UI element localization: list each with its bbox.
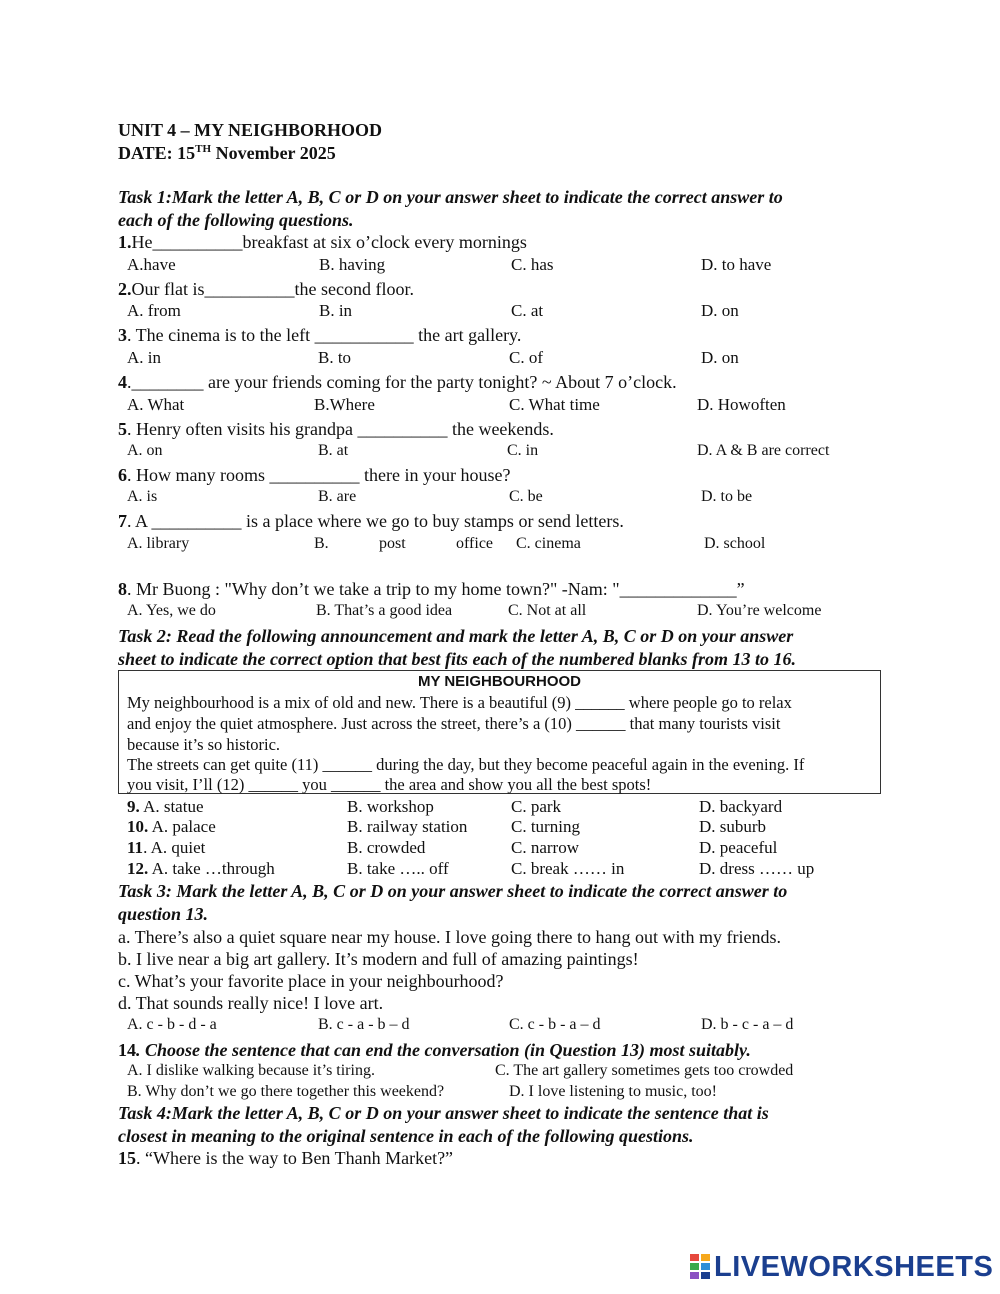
passage-line: because it’s so historic. bbox=[127, 735, 281, 754]
q8-option-d[interactable]: D. You’re welcome bbox=[697, 602, 822, 619]
passage-line: you visit, I’ll (12) ______ you ______ the area and show you all the best spots! bbox=[127, 775, 652, 794]
q10-option-c[interactable]: C. turning bbox=[511, 817, 580, 836]
q13-option-a[interactable]: A. c - b - d - a bbox=[127, 1016, 217, 1033]
q5-option-d[interactable]: D. A & B are correct bbox=[697, 442, 830, 459]
q8-option-a[interactable]: A. Yes, we do bbox=[127, 602, 216, 619]
dialogue-line-b: b. I live near a big art gallery. It’s modern and full of amazing paintings! bbox=[118, 949, 639, 969]
q9-option-b[interactable]: B. workshop bbox=[347, 797, 434, 816]
passage-title: MY NEIGHBOURHOOD bbox=[417, 673, 582, 690]
dialogue-line-c: c. What’s your favorite place in your neighbourhood? bbox=[118, 971, 504, 991]
q4-option-b[interactable]: B.Where bbox=[314, 395, 375, 414]
passage-line: and enjoy the quiet atmosphere. Just across the street, there’s a (10) ______ that many tourists visit bbox=[127, 714, 781, 733]
date-line: DATE: 15TH November 2025 bbox=[118, 143, 336, 163]
dialogue-line-a: a. There’s also a quiet square near my house. I love going there to hang out with my friends. bbox=[118, 927, 781, 947]
q14-option-a[interactable]: A. I dislike walking because it’s tiring. bbox=[127, 1062, 375, 1079]
question-4: 4.________ are your friends coming for the party tonight? ~ About 7 o’clock. bbox=[118, 372, 677, 392]
task3-heading-line2: question 13. bbox=[118, 904, 209, 924]
q6-option-d[interactable]: D. to be bbox=[701, 488, 753, 505]
task1-heading-line2: each of the following questions. bbox=[118, 210, 354, 230]
q12-option-c[interactable]: C. break …… in bbox=[511, 859, 625, 878]
q3-option-d[interactable]: D. on bbox=[701, 348, 739, 367]
task2-heading-line2: sheet to indicate the correct option that best fits each of the numbered blanks from 13 to 16. bbox=[118, 649, 796, 669]
q10-option-b[interactable]: B. railway station bbox=[347, 817, 468, 836]
task1-heading-line1: Task 1:Mark the letter A, B, C or D on your answer sheet to indicate the correct answer to bbox=[118, 187, 783, 207]
q11-option-b[interactable]: B. crowded bbox=[347, 838, 426, 857]
q14-option-c[interactable]: C. The art gallery sometimes gets too crowded bbox=[495, 1062, 794, 1079]
q12-option-b[interactable]: B. take ….. off bbox=[347, 859, 449, 878]
question-14: 14. Choose the sentence that can end the conversation (in Question 13) most suitably. bbox=[118, 1040, 751, 1060]
q4-option-a[interactable]: A. What bbox=[127, 395, 185, 414]
q4-option-d[interactable]: D. Howoften bbox=[697, 395, 786, 414]
q2-option-b[interactable]: B. in bbox=[319, 301, 353, 320]
dialogue-line-d: d. That sounds really nice! I love art. bbox=[118, 993, 384, 1013]
question-8: 8. Mr Buong : "Why don’t we take a trip to my home town?" -Nam: "_____________” bbox=[118, 579, 745, 599]
q6-option-b[interactable]: B. are bbox=[318, 488, 357, 505]
task2-heading-line1: Task 2: Read the following announcement and mark the letter A, B, C or D on your answer bbox=[118, 626, 794, 646]
q2-option-c[interactable]: C. at bbox=[511, 301, 544, 320]
unit-title: UNIT 4 – MY NEIGHBORHOOD bbox=[118, 120, 383, 140]
passage-line: The streets can get quite (11) ______ during the day, but they become peaceful again in the evening. If bbox=[127, 755, 805, 774]
q12-option-a[interactable]: 12. A. take …through bbox=[127, 859, 275, 878]
q7-option-d[interactable]: D. school bbox=[704, 535, 766, 552]
q8-option-b[interactable]: B. That’s a good idea bbox=[316, 602, 453, 619]
q11-option-a[interactable]: 11. A. quiet bbox=[127, 838, 206, 857]
q13-option-c[interactable]: C. c - b - a – d bbox=[509, 1016, 601, 1033]
q5-option-c[interactable]: C. in bbox=[507, 442, 539, 459]
q9-option-d[interactable]: D. backyard bbox=[699, 797, 783, 816]
q11-option-d[interactable]: D. peaceful bbox=[699, 838, 778, 857]
task4-heading-line1: Task 4:Mark the letter A, B, C or D on your answer sheet to indicate the sentence that is bbox=[118, 1103, 769, 1123]
question-2: 2.Our flat is__________the second floor. bbox=[118, 279, 414, 299]
question-5: 5. Henry often visits his grandpa __________ the weekends. bbox=[118, 419, 554, 439]
q5-option-b[interactable]: B. at bbox=[318, 442, 349, 459]
q2-option-a[interactable]: A. from bbox=[127, 301, 181, 320]
q1-option-b[interactable]: B. having bbox=[319, 255, 386, 274]
q6-option-c[interactable]: C. be bbox=[509, 488, 543, 505]
q14-option-d[interactable]: D. I love listening to music, too! bbox=[509, 1083, 717, 1100]
q3-option-a[interactable]: A. in bbox=[127, 348, 161, 367]
q9-option-a[interactable]: 9. A. statue bbox=[127, 797, 204, 816]
passage-box bbox=[118, 670, 881, 794]
question-1: 1.He__________breakfast at six o’clock every mornings bbox=[118, 232, 527, 252]
q12-option-d[interactable]: D. dress …… up bbox=[699, 859, 815, 878]
logo-text: LIVEWORKSHEETS bbox=[714, 1250, 994, 1283]
q3-option-b[interactable]: B. to bbox=[318, 348, 352, 367]
q1-option-a[interactable]: A.have bbox=[127, 255, 176, 274]
q14-option-b[interactable]: B. Why don’t we go there together this weekend? bbox=[127, 1083, 445, 1100]
question-6: 6. How many rooms __________ there in your house? bbox=[118, 465, 511, 485]
task3-heading-line1: Task 3: Mark the letter A, B, C or D on your answer sheet to indicate the correct answer to bbox=[118, 881, 788, 901]
q10-option-d[interactable]: D. suburb bbox=[699, 817, 767, 836]
liveworksheets-logo-icon bbox=[690, 1254, 710, 1280]
q10-option-a[interactable]: 10. A. palace bbox=[127, 817, 216, 836]
q1-option-c[interactable]: C. has bbox=[511, 255, 554, 274]
q11-option-c[interactable]: C. narrow bbox=[511, 838, 579, 857]
question-3: 3. The cinema is to the left ___________ the art gallery. bbox=[118, 325, 522, 345]
q7-option-b-word1: post bbox=[379, 535, 406, 552]
liveworksheets-logo[interactable] bbox=[690, 1250, 993, 1284]
q1-option-d[interactable]: D. to have bbox=[701, 255, 772, 274]
q7-option-a[interactable]: A. library bbox=[127, 535, 190, 552]
q5-option-a[interactable]: A. on bbox=[127, 442, 163, 459]
q13-option-d[interactable]: D. b - c - a – d bbox=[701, 1016, 794, 1033]
q4-option-c[interactable]: C. What time bbox=[509, 395, 600, 414]
q13-option-b[interactable]: B. c - a - b – d bbox=[318, 1016, 410, 1033]
passage-line: My neighbourhood is a mix of old and new. There is a beautiful (9) ______ where people go to relax bbox=[127, 693, 792, 712]
question-15: 15. “Where is the way to Ben Thanh Market?” bbox=[118, 1148, 454, 1168]
task4-heading-line2: closest in meaning to the original sentence in each of the following questions. bbox=[118, 1126, 694, 1146]
q6-option-a[interactable]: A. is bbox=[127, 488, 158, 505]
q8-option-c[interactable]: C. Not at all bbox=[508, 602, 587, 619]
q9-option-c[interactable]: C. park bbox=[511, 797, 562, 816]
q7-option-b-word2: office bbox=[456, 535, 494, 552]
q3-option-c[interactable]: C. of bbox=[509, 348, 543, 367]
q7-option-b[interactable]: B. bbox=[314, 535, 329, 552]
question-7: 7. A __________ is a place where we go to buy stamps or send letters. bbox=[118, 511, 624, 531]
q2-option-d[interactable]: D. on bbox=[701, 301, 739, 320]
q7-option-c[interactable]: C. cinema bbox=[516, 535, 581, 552]
